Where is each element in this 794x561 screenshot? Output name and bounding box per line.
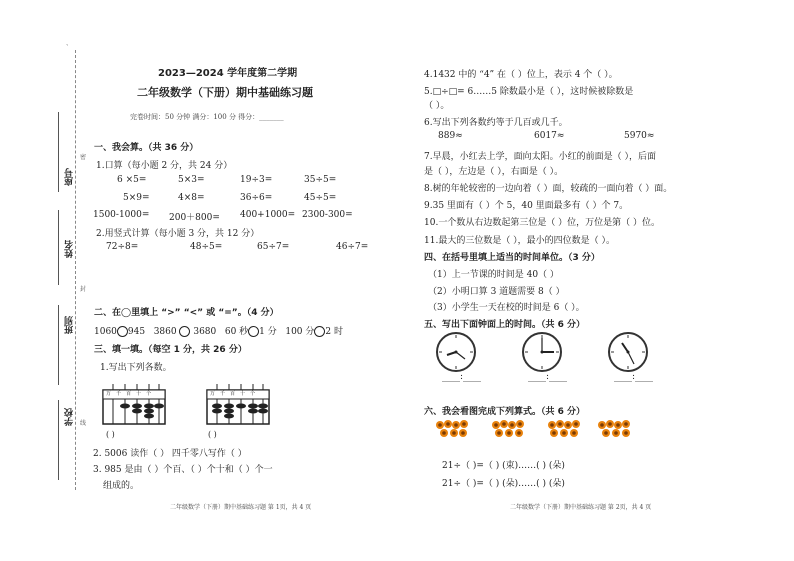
flower-groups bbox=[436, 418, 636, 442]
margin-xian: 线 bbox=[80, 420, 87, 427]
question-7-a: 7.早晨，小红去上学，面向太阳。小红的前面是（ ），后面 bbox=[424, 152, 656, 162]
approx-1: 6017≈ bbox=[534, 131, 565, 141]
question-7-b: 是（ ），左边是（ ），右面是（ ）。 bbox=[424, 167, 564, 177]
oral-2-2: 400+1000= bbox=[240, 210, 296, 220]
clock-1-answer[interactable]: ____:____ bbox=[442, 372, 482, 382]
abacus-2 bbox=[205, 382, 271, 426]
margin-mi: 密 bbox=[80, 154, 87, 161]
oral-0-2: 19÷3= bbox=[240, 175, 273, 185]
section-3-1: 1.写出下列各数。 bbox=[100, 363, 172, 373]
compare-row bbox=[94, 324, 343, 337]
oral-1-0: 5×9= bbox=[123, 193, 150, 203]
oral-1-1: 4×8= bbox=[178, 193, 205, 203]
class-label: 班别 bbox=[65, 316, 75, 334]
compare-2h: 2 时 bbox=[325, 327, 343, 337]
section-2-title: 二、在◯里填上 “>” “<” 或 “=”。（4 分） bbox=[94, 308, 279, 318]
section-1-1: 1.口算（每小题 2 分，共 24 分） bbox=[96, 161, 233, 171]
clock-2 bbox=[521, 331, 563, 373]
name-underline bbox=[58, 210, 59, 285]
question-3-b: 组成的。 bbox=[103, 481, 140, 491]
section-4-item-3: （3）小学生一天在校的时间是 6（ ）。 bbox=[428, 303, 585, 313]
clock-3-answer[interactable]: ____:____ bbox=[614, 372, 654, 382]
question-9: 9.35 里面有（ ）个 5，40 里面最多有（ ）个 7。 bbox=[424, 201, 629, 211]
vertical-1: 48÷5= bbox=[190, 242, 223, 252]
compare-circle-1[interactable] bbox=[117, 326, 128, 337]
flower-bunch-3 bbox=[548, 420, 580, 437]
compare-3860: 3860 bbox=[153, 327, 177, 337]
section-3-title: 三、填一填。（每空 1 分，共 26 分） bbox=[94, 345, 247, 355]
abacus-2-labels: 万千百十个 bbox=[210, 391, 261, 397]
section-4-item-1: （1）上一节课的时间是 40（ ） bbox=[428, 270, 559, 280]
section-1-2: 2.用竖式计算（每小题 3 分，共 12 分） bbox=[96, 229, 260, 239]
oral-1-2: 36÷6= bbox=[240, 193, 273, 203]
margin-dot: 、 bbox=[66, 40, 73, 47]
question-4: 4.1432 中的 “4” 在（ ）位上，表示 4 个（ ）。 bbox=[424, 70, 618, 80]
question-5-a: 5.□÷□= 6……5 除数最小是（ ），这时候被除数是 bbox=[424, 87, 634, 97]
compare-60s: 60 秒 bbox=[224, 327, 249, 337]
section-5-title: 五、写出下面钟面上的时间。（共 6 分） bbox=[424, 320, 586, 330]
question-8: 8.树的年轮较密的一边向着（ ）面，较疏的一面向着（ ）面。 bbox=[424, 184, 673, 194]
margin-feng: 封 bbox=[80, 286, 87, 293]
equation-2: 21÷（ )=（ ) (朵)……( ) (朵) bbox=[442, 479, 565, 489]
abacus-2-answer[interactable]: ( ) bbox=[208, 430, 217, 439]
clock-1 bbox=[435, 331, 477, 373]
compare-1min: 1 分 bbox=[259, 327, 277, 337]
compare-circle-4[interactable] bbox=[314, 326, 325, 337]
clock-3 bbox=[607, 331, 649, 373]
compare-circle-3[interactable] bbox=[248, 326, 259, 337]
compare-circle-2[interactable] bbox=[179, 326, 190, 337]
clock-2-answer[interactable]: ____:____ bbox=[528, 372, 568, 382]
section-6-title: 六、我会看图完成下列算式。（共 6 分） bbox=[424, 407, 586, 417]
equation-1: 21÷（ )=（ ) (束)……( ) (朵) bbox=[442, 461, 565, 471]
flower-bunch-4 bbox=[598, 420, 630, 437]
question-6: 6.写出下列各数约等于几百或几千。 bbox=[424, 118, 568, 128]
student-id-label: 座号 bbox=[65, 168, 75, 186]
exam-title: 2023—2024 学年度第二学期 bbox=[158, 68, 298, 79]
section-1-title: 一、我会算。（共 36 分） bbox=[94, 143, 199, 153]
compare-945: 945 bbox=[127, 327, 146, 337]
oral-0-1: 5×3= bbox=[178, 175, 205, 185]
school-label: 学校 bbox=[65, 408, 75, 426]
abacus-1-answer[interactable]: ( ) bbox=[106, 430, 115, 439]
oral-0-0: 6 ×5= bbox=[117, 175, 147, 185]
student-id-underline bbox=[58, 112, 59, 192]
exam-subtitle: 二年级数学（下册）期中基础练习题 bbox=[137, 86, 313, 99]
question-2: 2. 5006 读作（ ） 四千零八写作（ ） bbox=[93, 449, 247, 459]
abacus-1 bbox=[101, 382, 167, 426]
vertical-3: 46÷7= bbox=[336, 242, 369, 252]
question-3-a: 3. 985 是由（ ）个百、（ ）个十和（ ）个一 bbox=[93, 465, 273, 475]
approx-0: 889≈ bbox=[438, 131, 463, 141]
oral-2-3: 2300-300= bbox=[302, 210, 353, 220]
school-underline bbox=[58, 400, 59, 480]
exam-info: 完卷时间：50 分钟 满分：100 分 得分：_______ bbox=[130, 113, 284, 121]
vertical-2: 65÷7= bbox=[257, 242, 290, 252]
section-4-item-2: （2）小明口算 3 道题需要 8（ ） bbox=[428, 287, 565, 297]
right-footer: 二年级数学（下册）期中基础练习题 第 2页，共 4 页 bbox=[510, 504, 652, 511]
question-11: 11.最大的三位数是（ ），最小的四位数是（ ）。 bbox=[424, 236, 616, 246]
flower-bunch-2 bbox=[492, 420, 524, 437]
name-label: 姓名 bbox=[65, 240, 75, 258]
oral-0-3: 35÷5= bbox=[304, 175, 337, 185]
flower-bunch-1 bbox=[436, 420, 468, 437]
question-10: 10.一个数从右边数起第三位是（ ）位，万位是第（ ）位。 bbox=[424, 218, 661, 228]
compare-3680: 3680 bbox=[193, 327, 217, 337]
compare-100min: 100 分 bbox=[285, 327, 315, 337]
oral-2-0: 1500-1000= bbox=[93, 210, 150, 220]
left-footer: 二年级数学（下册）期中基础练习题 第 1页，共 4 页 bbox=[170, 504, 312, 511]
vertical-0: 72÷8= bbox=[106, 242, 139, 252]
abacus-1-labels: 万千百十个 bbox=[106, 391, 157, 397]
compare-1060: 1060 bbox=[94, 327, 117, 337]
question-5-b: （ ）。 bbox=[424, 101, 450, 111]
oral-2-1: 200＋800= bbox=[169, 213, 220, 223]
oral-1-3: 45÷5= bbox=[304, 193, 337, 203]
section-4-title: 四、在括号里填上适当的时间单位。（3 分） bbox=[424, 253, 600, 263]
class-underline bbox=[58, 305, 59, 385]
approx-2: 5970≈ bbox=[624, 131, 655, 141]
